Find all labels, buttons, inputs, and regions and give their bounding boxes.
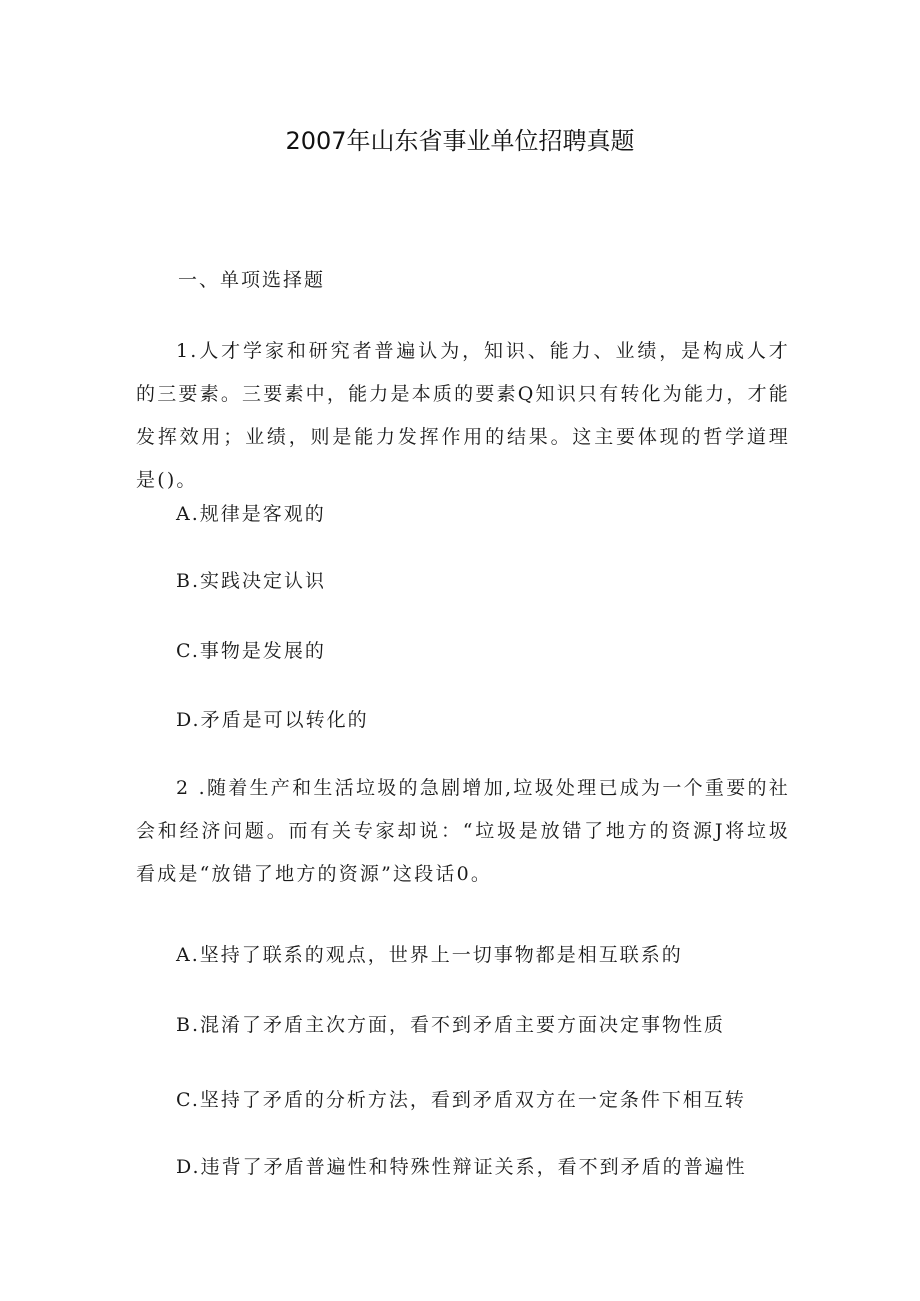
question-1-option-b: B.实践决定认识 (176, 570, 327, 592)
question-1-option-d: D.矛盾是可以转化的 (176, 709, 369, 731)
question-2-option-c: C.坚持了矛盾的分析方法，看到矛盾双方在一定条件下相互转 (176, 1089, 746, 1111)
question-2-option-b: B.混淆了矛盾主次方面，看不到矛盾主要方面决定事物性质 (176, 1014, 726, 1036)
question-2-option-a: A.坚持了联系的观点，世界上一切事物都是相互联系的 (176, 944, 683, 966)
question-2-stem: 2 .随着生产和生活垃圾的急剧增加,垃圾处理已成为一个重要的社会和经济问题。而有关专家却说：“垃圾是放错了地方的资源J将垃圾看成是“放错了地方的资源”这段话0。 (136, 777, 790, 885)
question-2-option-d: D.违背了矛盾普遍性和特殊性辩证关系，看不到矛盾的普遍性 (176, 1156, 747, 1178)
section-heading: 一、单项选择题 (178, 269, 326, 291)
page-title: 2007年山东省事业单位招聘真题 (285, 127, 635, 155)
question-1-stem: 1.人才学家和研究者普遍认为，知识、能力、业绩，是构成人才的三要素。三要素中，能力是本质的要素Q知识只有转化为能力，才能发挥效用；业绩，则是能力发挥作用的结果。这主要体现的哲学道理是()。 (136, 340, 790, 491)
question-1-option-a: A.规律是客观的 (176, 503, 326, 525)
question-1-option-c: C.事物是发展的 (176, 640, 326, 662)
